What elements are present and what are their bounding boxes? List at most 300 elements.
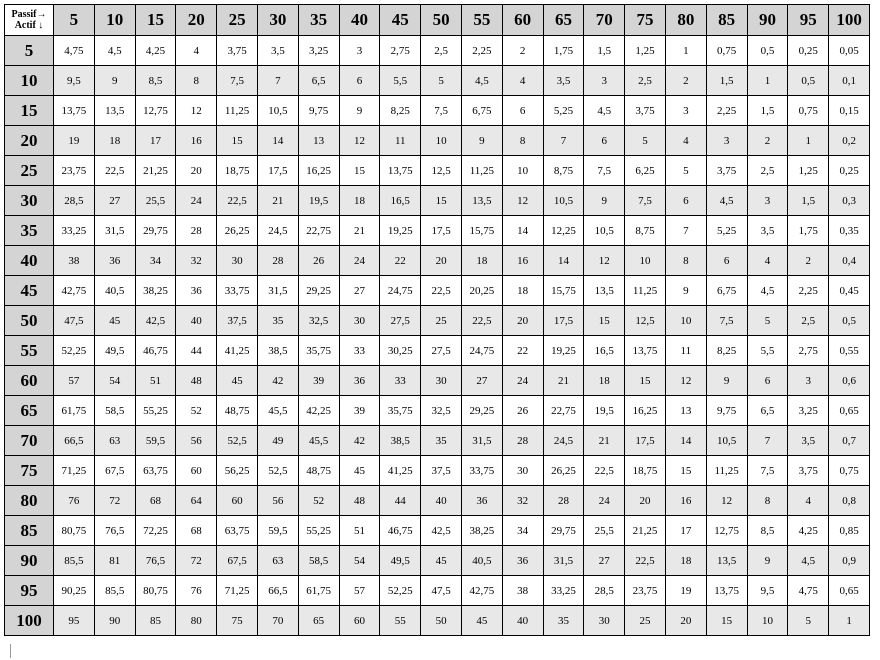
table-cell: 36 [502,546,543,576]
table-cell: 4,75 [788,576,829,606]
table-cell: 3 [584,66,625,96]
table-cell: 9,5 [747,576,788,606]
table-cell: 15 [706,606,747,636]
table-cell: 22 [502,336,543,366]
table-cell: 10 [747,606,788,636]
table-cell: 15,75 [543,276,584,306]
table-cell: 10 [421,126,462,156]
table-cell: 24,5 [257,216,298,246]
table-cell: 28,5 [584,576,625,606]
table-cell: 1,25 [788,156,829,186]
table-cell: 30 [339,306,380,336]
table-cell: 35 [421,426,462,456]
table-cell: 13,75 [54,96,95,126]
table-cell: 9,75 [706,396,747,426]
table-cell: 16 [665,486,706,516]
table-cell: 54 [94,366,135,396]
table-cell: 16,5 [380,186,421,216]
column-header: 65 [543,5,584,36]
table-cell: 30 [584,606,625,636]
table-cell: 42,75 [461,576,502,606]
table-row [5,546,870,576]
table-cell: 66,5 [54,426,95,456]
table-cell: 7,5 [706,306,747,336]
table-cell: 5 [747,306,788,336]
table-cell: 80,75 [54,516,95,546]
table-cell: 59,5 [257,516,298,546]
table-cell: 12 [176,96,217,126]
table-cell: 19,5 [298,186,339,216]
table-cell: 68 [176,516,217,546]
table-row [5,336,870,366]
table-cell: 33,25 [543,576,584,606]
table-cell: 49,5 [380,546,421,576]
table-cell: 58,5 [298,546,339,576]
table-cell: 7 [747,426,788,456]
table-cell: 7 [665,216,706,246]
table-cell: 21,25 [135,156,176,186]
table-row [5,96,870,126]
table-cell: 30 [217,246,258,276]
table-cell: 45 [339,456,380,486]
table-cell: 0,05 [829,36,870,66]
table-cell: 18 [584,366,625,396]
table-cell: 63,75 [217,516,258,546]
table-row [5,66,870,96]
table-row [5,186,870,216]
row-header: 85 [5,516,54,546]
table-cell: 56 [176,426,217,456]
table-cell: 0,15 [829,96,870,126]
table-cell: 6 [706,246,747,276]
table-cell: 33,75 [217,276,258,306]
table-cell: 35,75 [380,396,421,426]
table-cell: 40 [502,606,543,636]
column-header: 20 [176,5,217,36]
table-cell: 20 [665,606,706,636]
table-cell: 57 [339,576,380,606]
table-cell: 4 [665,126,706,156]
table-cell: 2,5 [421,36,462,66]
table-cell: 30 [502,456,543,486]
table-cell: 42,5 [135,306,176,336]
table-cell: 6 [665,186,706,216]
row-header: 90 [5,546,54,576]
table-cell: 27 [94,186,135,216]
table-cell: 26 [502,396,543,426]
row-header: 55 [5,336,54,366]
table-cell: 4,5 [584,96,625,126]
table-cell: 0,7 [829,426,870,456]
table-cell: 51 [339,516,380,546]
table-cell: 26 [298,246,339,276]
table-cell: 9 [94,66,135,96]
table-cell: 19,25 [380,216,421,246]
table-cell: 2,75 [380,36,421,66]
table-cell: 3,25 [298,36,339,66]
table-cell: 24,5 [543,426,584,456]
table-cell: 10,5 [543,186,584,216]
table-cell: 42,25 [298,396,339,426]
table-cell: 12 [706,486,747,516]
table-cell: 3,5 [257,36,298,66]
table-cell: 34 [502,516,543,546]
table-cell: 10 [665,306,706,336]
table-cell: 5 [421,66,462,96]
table-cell: 16 [502,246,543,276]
table-cell: 90,25 [54,576,95,606]
table-cell: 38,25 [135,276,176,306]
table-cell: 0,5 [747,36,788,66]
table-cell: 2,5 [747,156,788,186]
table-cell: 6 [584,126,625,156]
table-row [5,576,870,606]
header-row [5,5,870,36]
column-header: 90 [747,5,788,36]
column-header: 75 [625,5,666,36]
table-cell: 12,5 [421,156,462,186]
column-header: 10 [94,5,135,36]
table-cell: 76 [54,486,95,516]
row-header: 15 [5,96,54,126]
table-cell: 76 [176,576,217,606]
table-cell: 52,5 [217,426,258,456]
table-cell: 25 [421,306,462,336]
table-cell: 7,5 [217,66,258,96]
table-cell: 13 [298,126,339,156]
table-cell: 5,5 [380,66,421,96]
table-cell: 24 [339,246,380,276]
table-cell: 18,75 [625,456,666,486]
table-cell: 32 [502,486,543,516]
table-cell: 28 [543,486,584,516]
table-cell: 8,25 [380,96,421,126]
table-cell: 58,5 [94,396,135,426]
corner-header-cell [5,5,54,36]
table-cell: 20,25 [461,276,502,306]
table-cell: 10 [625,246,666,276]
table-cell: 8,25 [706,336,747,366]
table-cell: 11 [665,336,706,366]
table-cell: 7 [543,126,584,156]
table-cell: 3 [747,186,788,216]
table-cell: 0,75 [706,36,747,66]
table-cell: 29,75 [135,216,176,246]
table-cell: 1,5 [584,36,625,66]
table-cell: 45,5 [298,426,339,456]
table-cell: 0,35 [829,216,870,246]
table-cell: 10,5 [257,96,298,126]
table-cell: 67,5 [217,546,258,576]
table-cell: 13,75 [625,336,666,366]
table-cell: 23,75 [54,156,95,186]
table-cell: 14 [257,126,298,156]
table-cell: 67,5 [94,456,135,486]
table-cell: 0,9 [829,546,870,576]
table-cell: 6,5 [747,396,788,426]
table-cell: 22,5 [625,546,666,576]
table-cell: 3,75 [706,156,747,186]
table-cell: 33 [380,366,421,396]
table-cell: 39 [298,366,339,396]
table-cell: 2 [747,126,788,156]
table-cell: 18 [665,546,706,576]
table-cell: 25,5 [584,516,625,546]
table-cell: 4,5 [706,186,747,216]
table-cell: 0,65 [829,396,870,426]
table-cell: 14 [502,216,543,246]
table-cell: 5,5 [747,336,788,366]
table-cell: 3,25 [788,396,829,426]
table-cell: 49 [257,426,298,456]
table-cell: 36 [94,246,135,276]
table-cell: 29,25 [298,276,339,306]
table-cell: 15 [421,186,462,216]
table-cell: 27,5 [380,306,421,336]
table-cell: 29,25 [461,396,502,426]
table-cell: 42,75 [54,276,95,306]
corner-label-passif: Passif→ [11,9,47,20]
table-cell: 72 [176,546,217,576]
table-cell: 20 [421,246,462,276]
table-cell: 1,5 [788,186,829,216]
column-header: 95 [788,5,829,36]
table-cell: 36 [339,366,380,396]
table-row [5,456,870,486]
table-cell: 40,5 [94,276,135,306]
table-cell: 33,25 [54,216,95,246]
table-cell: 29,75 [543,516,584,546]
table-cell: 4,75 [54,36,95,66]
table-cell: 36 [461,486,502,516]
table-cell: 12 [339,126,380,156]
table-cell: 47,5 [421,576,462,606]
table-cell: 37,5 [421,456,462,486]
table-cell: 85,5 [54,546,95,576]
table-cell: 27,5 [421,336,462,366]
table-cell: 0,75 [788,96,829,126]
row-header: 5 [5,36,54,66]
row-header: 75 [5,456,54,486]
table-cell: 27 [461,366,502,396]
table-cell: 71,25 [217,576,258,606]
table-cell: 36 [176,276,217,306]
column-header: 25 [217,5,258,36]
column-header: 55 [461,5,502,36]
table-cell: 25,5 [135,186,176,216]
table-cell: 24,75 [461,336,502,366]
table-cell: 0,75 [829,456,870,486]
row-header: 25 [5,156,54,186]
table-cell: 1 [829,606,870,636]
column-header: 40 [339,5,380,36]
table-cell: 4,25 [788,516,829,546]
table-cell: 0,4 [829,246,870,276]
table-row [5,606,870,636]
table-cell: 40 [421,486,462,516]
column-header: 60 [502,5,543,36]
table-cell: 13,75 [706,576,747,606]
table-cell: 10,5 [584,216,625,246]
table-cell: 42 [257,366,298,396]
table-cell: 52 [176,396,217,426]
table-cell: 11,25 [217,96,258,126]
row-header: 70 [5,426,54,456]
table-cell: 63,75 [135,456,176,486]
table-cell: 61,75 [298,576,339,606]
table-cell: 15 [584,306,625,336]
table-cell: 12,25 [543,216,584,246]
table-cell: 2,5 [625,66,666,96]
table-cell: 52,25 [54,336,95,366]
table-cell: 19 [54,126,95,156]
table-cell: 8 [176,66,217,96]
table-cell: 3 [665,96,706,126]
row-header: 80 [5,486,54,516]
table-cell: 6,75 [461,96,502,126]
table-cell: 40,5 [461,546,502,576]
table-cell: 41,25 [380,456,421,486]
table-cell: 45 [461,606,502,636]
column-header: 85 [706,5,747,36]
table-cell: 14 [665,426,706,456]
table-cell: 33,75 [461,456,502,486]
column-header: 70 [584,5,625,36]
table-cell: 17 [135,126,176,156]
table-cell: 1,5 [706,66,747,96]
table-cell: 0,45 [829,276,870,306]
column-header: 15 [135,5,176,36]
table-cell: 48,75 [217,396,258,426]
table-cell: 13,5 [461,186,502,216]
table-cell: 7,5 [625,186,666,216]
table-cell: 60 [176,456,217,486]
table-cell: 15,75 [461,216,502,246]
table-cell: 23,75 [625,576,666,606]
table-cell: 0,5 [829,306,870,336]
table-cell: 50 [421,606,462,636]
table-cell: 11,25 [625,276,666,306]
table-cell: 16,5 [584,336,625,366]
table-cell: 7 [257,66,298,96]
table-cell: 95 [54,606,95,636]
column-header: 5 [54,5,95,36]
table-cell: 0,8 [829,486,870,516]
table-cell: 15 [625,366,666,396]
table-cell: 17,5 [257,156,298,186]
table-cell: 21,25 [625,516,666,546]
row-header: 30 [5,186,54,216]
table-cell: 30 [421,366,462,396]
table-cell: 64 [176,486,217,516]
table-row [5,216,870,246]
table-cell: 5,25 [706,216,747,246]
table-cell: 0,1 [829,66,870,96]
table-cell: 11 [380,126,421,156]
table-cell: 76,5 [135,546,176,576]
table-cell: 28 [502,426,543,456]
table-cell: 1 [788,126,829,156]
table-cell: 24,75 [380,276,421,306]
table-cell: 18 [461,246,502,276]
table-cell: 2 [665,66,706,96]
table-cell: 47,5 [54,306,95,336]
table-cell: 38 [502,576,543,606]
table-cell: 4,5 [461,66,502,96]
table-cell: 8,5 [747,516,788,546]
table-cell: 85,5 [94,576,135,606]
table-cell: 14 [543,246,584,276]
table-cell: 31,5 [257,276,298,306]
table-cell: 42,5 [421,516,462,546]
table-body [5,36,870,636]
table-cell: 71,25 [54,456,95,486]
table-cell: 42 [339,426,380,456]
corner-label-actif: Actif ↓ [14,20,44,31]
table-cell: 72 [94,486,135,516]
table-cell: 8 [502,126,543,156]
table-cell: 37,5 [217,306,258,336]
row-header: 40 [5,246,54,276]
table-cell: 20 [625,486,666,516]
table-cell: 22,5 [217,186,258,216]
row-header: 95 [5,576,54,606]
table-cell: 34 [135,246,176,276]
table-cell: 30,25 [380,336,421,366]
table-cell: 2,75 [788,336,829,366]
table-cell: 22,75 [543,396,584,426]
table-cell: 35,75 [298,336,339,366]
table-cell: 90 [94,606,135,636]
table-cell: 49,5 [94,336,135,366]
table-row [5,156,870,186]
table-cell: 28 [257,246,298,276]
table-row [5,246,870,276]
table-cell: 3 [339,36,380,66]
table-cell: 60 [217,486,258,516]
table-cell: 3,75 [788,456,829,486]
table-cell: 15 [665,456,706,486]
table-cell: 1,75 [543,36,584,66]
column-header: 35 [298,5,339,36]
table-cell: 2 [502,36,543,66]
table-cell: 19,5 [584,396,625,426]
table-cell: 12,75 [135,96,176,126]
actif-passif-matrix-table [4,4,870,636]
table-cell: 9,75 [298,96,339,126]
table-cell: 28,5 [54,186,95,216]
table-cell: 0,65 [829,576,870,606]
table-cell: 9 [584,186,625,216]
table-cell: 65 [298,606,339,636]
table-cell: 31,5 [543,546,584,576]
table-cell: 8 [747,486,788,516]
table-cell: 48 [176,366,217,396]
table-cell: 3,5 [543,66,584,96]
table-cell: 18 [94,126,135,156]
table-cell: 38 [54,246,95,276]
table-cell: 11,25 [461,156,502,186]
table-cell: 12 [665,366,706,396]
table-cell: 28 [176,216,217,246]
table-cell: 2,5 [788,306,829,336]
row-header: 65 [5,396,54,426]
table-cell: 66,5 [257,576,298,606]
table-cell: 26,25 [543,456,584,486]
table-cell: 13,5 [94,96,135,126]
table-cell: 19 [665,576,706,606]
table-cell: 7,5 [747,456,788,486]
